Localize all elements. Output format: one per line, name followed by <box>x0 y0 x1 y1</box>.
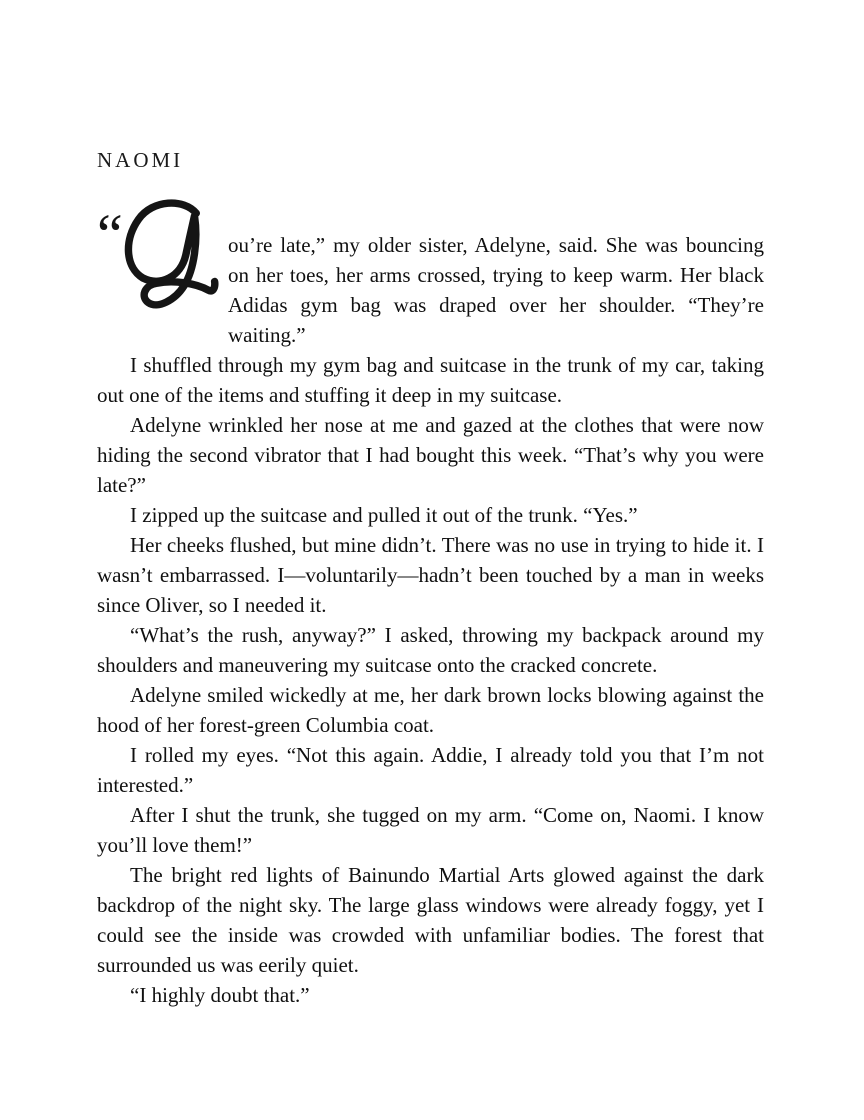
script-letter-y-icon <box>121 199 219 315</box>
chapter-title: NAOMI <box>97 148 184 172</box>
drop-cap <box>97 202 228 322</box>
paragraph: Adelyne wrinkled her nose at me and gazed at the clothes that were now hiding the second vibrator that I had bought this week. “That’s why you were late?” <box>97 413 764 497</box>
paragraph: “I highly doubt that.” <box>130 983 310 1007</box>
paragraph: I zipped up the suitcase and pulled it out of the trunk. “Yes.” <box>130 503 638 527</box>
paragraph-text: ou’re late,” my older sister, Adelyne, said. She was bouncing on her toes, her arms crossed, trying to keep warm. Her black Adidas gym bag was draped over her shoulder. “They’re waiting.” <box>228 233 764 347</box>
chapter-body <box>97 202 764 1010</box>
paragraph: The bright red lights of Bainundo Martial Arts glowed against the dark backdrop of the night sky. The large glass windows were already foggy, yet I could see the inside was crowded with unfamiliar bodies. The forest that surrounded us was eerily quiet. <box>97 863 764 977</box>
paragraph: Adelyne smiled wickedly at me, her dark brown locks blowing against the hood of her forest-green Columbia coat. <box>97 683 764 737</box>
paragraph: I rolled my eyes. “Not this again. Addie, I already told you that I’m not interested.” <box>97 743 764 797</box>
paragraph: “What’s the rush, anyway?” I asked, throwing my backpack around my shoulders and maneuvering my suitcase onto the cracked concrete. <box>97 623 764 677</box>
paragraph: I shuffled through my gym bag and suitcase in the trunk of my car, taking out one of the items and stuffing it deep in my suitcase. <box>97 353 764 407</box>
paragraph: Her cheeks flushed, but mine didn’t. There was no use in trying to hide it. I wasn’t embarrassed. I—voluntarily—hadn’t been touched by a man in weeks since Oliver, so I needed it. <box>97 533 764 617</box>
opening-paragraph <box>97 202 764 350</box>
open-quote-mark: “ <box>97 202 121 267</box>
paragraph: After I shut the trunk, she tugged on my arm. “Come on, Naomi. I know you’ll love them!” <box>97 803 764 857</box>
